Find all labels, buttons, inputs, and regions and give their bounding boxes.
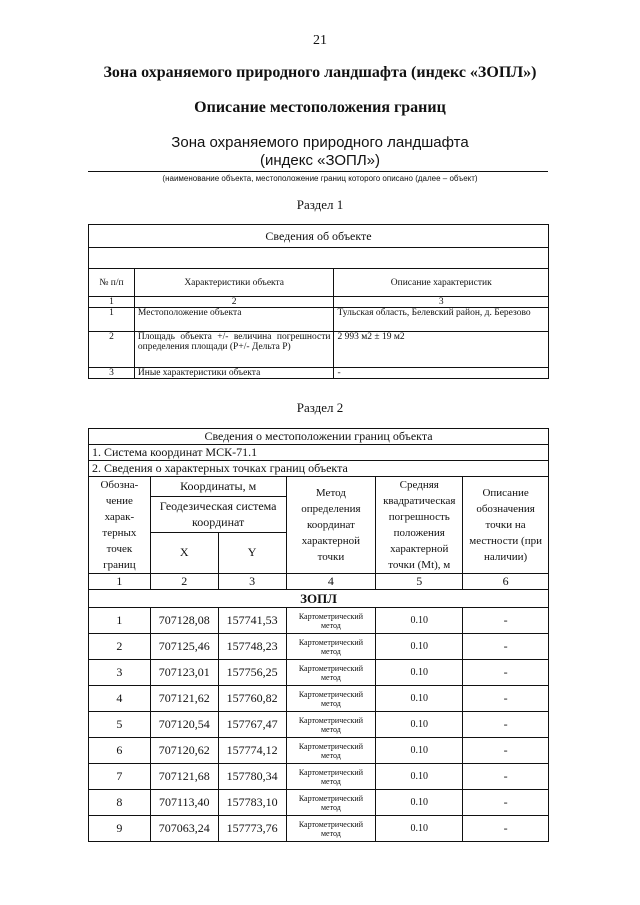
point-desc: -: [463, 686, 549, 712]
point-mt: 0.10: [376, 738, 463, 764]
point-method: Картометрический метод: [286, 634, 376, 660]
num-cell: 5: [376, 574, 463, 590]
point-id: 9: [89, 816, 151, 842]
point-method: Картометрический метод: [286, 790, 376, 816]
point-y: 157773,76: [218, 816, 286, 842]
document-title: Зона охраняемого природного ландшафта (индекс «ЗОПЛ»): [103, 64, 537, 81]
num-cell: 1: [89, 297, 135, 308]
point-y: 157780,34: [218, 764, 286, 790]
row-desc: Тульская область, Белевский район, д. Березово: [334, 308, 549, 332]
point-id: 7: [89, 764, 151, 790]
point-id: 6: [89, 738, 151, 764]
table-row: [89, 660, 549, 686]
col-header-accuracy: Средняя квадратическая погрешность положения характерной точки (Mt), м: [376, 477, 463, 574]
point-y: 157774,12: [218, 738, 286, 764]
object-name-note: (наименование объекта, местоположение границ которого описано (далее – объект): [162, 174, 478, 183]
point-x: 707121,68: [150, 764, 218, 790]
point-y: 157767,47: [218, 712, 286, 738]
col-header-no: № п/п: [89, 269, 135, 297]
page-number: 21: [313, 33, 327, 48]
point-id: 8: [89, 790, 151, 816]
point-method: Картометрический метод: [286, 816, 376, 842]
point-id: 5: [89, 712, 151, 738]
num-cell: 4: [286, 574, 376, 590]
object-info-table: [88, 224, 549, 379]
point-method: Картометрический метод: [286, 608, 376, 634]
col-header-y: Y: [218, 532, 286, 573]
table-row: [89, 608, 549, 634]
points-body: [89, 608, 549, 842]
num-cell: 3: [218, 574, 286, 590]
point-desc: -: [463, 712, 549, 738]
col-header-designation: Обозна-чение харак-терных точек границ: [89, 477, 151, 574]
point-y: 157756,25: [218, 660, 286, 686]
point-id: 2: [89, 634, 151, 660]
point-mt: 0.10: [376, 634, 463, 660]
num-cell: 6: [463, 574, 549, 590]
point-x: 707120,54: [150, 712, 218, 738]
col-header-geo: Геодезическая система координат: [150, 496, 286, 532]
table-row: [89, 686, 549, 712]
boundary-table-title: Сведения о местоположении границ объекта: [89, 429, 549, 445]
point-mt: 0.10: [376, 660, 463, 686]
object-name-underline: [88, 171, 548, 172]
col-header-coords: Координаты, м: [150, 477, 286, 497]
point-mt: 0.10: [376, 816, 463, 842]
col-header-x: X: [150, 532, 218, 573]
table-row: [89, 816, 549, 842]
point-mt: 0.10: [376, 790, 463, 816]
row-desc: 2 993 м2 ± 19 м2: [334, 332, 549, 368]
point-method: Картометрический метод: [286, 738, 376, 764]
col-header-desc: Описание характеристик: [334, 269, 549, 297]
boundary-points-table: [88, 428, 549, 842]
point-x: 707063,24: [150, 816, 218, 842]
point-method: Картометрический метод: [286, 660, 376, 686]
point-desc: -: [463, 764, 549, 790]
object-name-line1: Зона охраняемого природного ландшафта: [171, 134, 469, 151]
table-row: [89, 634, 549, 660]
object-info-title: Сведения об объекте: [89, 225, 549, 248]
num-row: [89, 574, 549, 590]
table-row: [89, 738, 549, 764]
num-cell: 2: [134, 297, 334, 308]
point-x: 707121,62: [150, 686, 218, 712]
point-method: Картометрический метод: [286, 686, 376, 712]
point-id: 1: [89, 608, 151, 634]
zone-label: ЗОПЛ: [89, 590, 549, 608]
point-y: 157748,23: [218, 634, 286, 660]
point-desc: -: [463, 660, 549, 686]
point-method: Картометрический метод: [286, 712, 376, 738]
point-id: 4: [89, 686, 151, 712]
point-desc: -: [463, 790, 549, 816]
point-method: Картометрический метод: [286, 764, 376, 790]
object-name-line2: (индекс «ЗОПЛ»): [259, 152, 380, 169]
row-no: 3: [89, 368, 135, 379]
col-header-description: Описание обозначения точки на местности (при наличии): [463, 477, 549, 574]
point-x: 707123,01: [150, 660, 218, 686]
points-title: 2. Сведения о характерных точках границ объекта: [89, 461, 549, 477]
point-mt: 0.10: [376, 764, 463, 790]
point-desc: -: [463, 738, 549, 764]
table-row: [89, 712, 549, 738]
point-y: 157760,82: [218, 686, 286, 712]
col-header-method: Метод определения координат характерной точки: [286, 477, 376, 574]
document-subtitle: Описание местоположения границ: [194, 99, 446, 116]
point-id: 3: [89, 660, 151, 686]
num-cell: 3: [334, 297, 549, 308]
num-cell: 1: [89, 574, 151, 590]
row-desc: -: [334, 368, 549, 379]
point-desc: -: [463, 634, 549, 660]
point-x: 707113,40: [150, 790, 218, 816]
section2-heading: Раздел 2: [296, 400, 344, 415]
point-desc: -: [463, 816, 549, 842]
point-desc: -: [463, 608, 549, 634]
point-x: 707125,46: [150, 634, 218, 660]
table-row: [89, 790, 549, 816]
point-y: 157783,10: [218, 790, 286, 816]
col-header-char: Характеристики объекта: [134, 269, 334, 297]
point-mt: 0.10: [376, 608, 463, 634]
point-mt: 0.10: [376, 712, 463, 738]
table-row: [89, 764, 549, 790]
num-cell: 2: [150, 574, 218, 590]
row-char: Площадь объекта +/- величина погрешности определения площади (Р+/- Дельта Р): [134, 332, 334, 368]
row-char: Местоположение объекта: [134, 308, 334, 332]
row-no: 1: [89, 308, 135, 332]
empty-row: [89, 248, 549, 269]
point-x: 707120,62: [150, 738, 218, 764]
section1-heading: Раздел 1: [296, 197, 344, 212]
row-char: Иные характеристики объекта: [134, 368, 334, 379]
point-y: 157741,53: [218, 608, 286, 634]
point-mt: 0.10: [376, 686, 463, 712]
point-x: 707128,08: [150, 608, 218, 634]
row-no: 2: [89, 332, 135, 368]
coord-system: 1. Система координат МСК-71.1: [89, 445, 549, 461]
object-name: [0, 134, 640, 170]
